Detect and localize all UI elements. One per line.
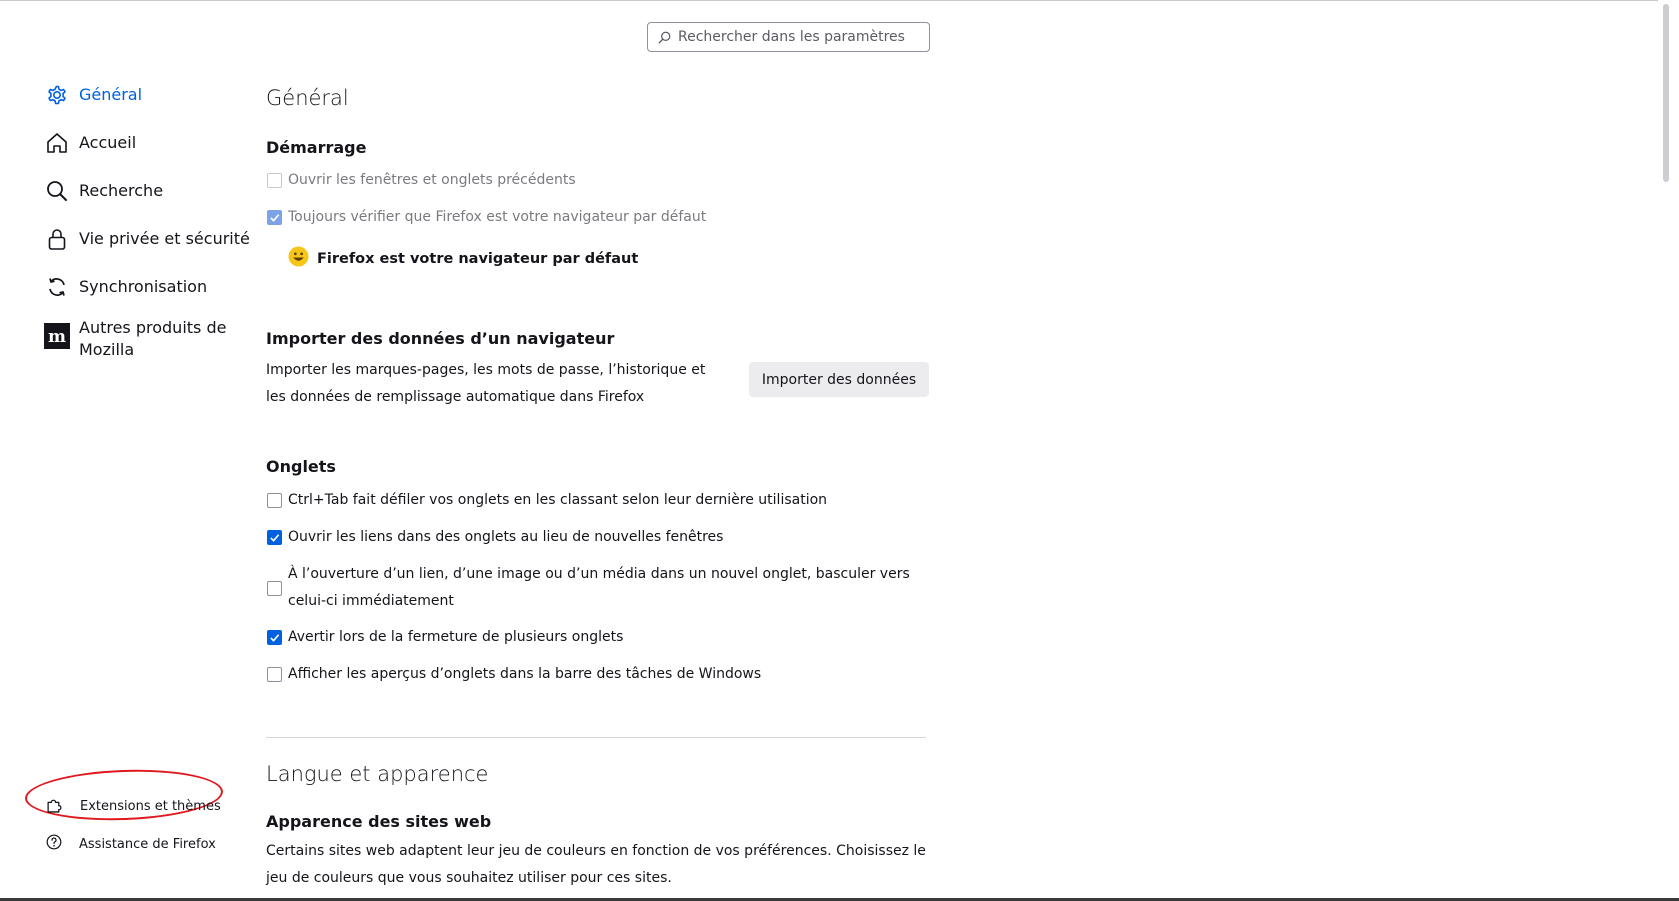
sidebar-item-label: Recherche (79, 181, 164, 200)
taskbar-previews-checkbox[interactable] (267, 667, 282, 682)
default-browser-check-option[interactable] (267, 209, 706, 225)
sidebar-item-sync[interactable] (44, 274, 207, 300)
ctrl-tab-label: Ctrl+Tab fait défiler vos onglets en les classant selon leur dernière utilisation (288, 492, 828, 508)
firefox-support-label: Assistance de Firefox (79, 836, 216, 852)
switch-to-tab-checkbox[interactable] (267, 581, 282, 596)
search-icon (44, 178, 70, 204)
section-divider (266, 737, 926, 738)
home-icon (44, 130, 70, 156)
mozilla-logo-icon (44, 323, 70, 349)
website-appearance-description: Certains sites web adaptent leur jeu de couleurs en fonction de vos préférences. Choisissez le jeu de couleurs que vous souhaitez utiliser pour ces sites. (266, 843, 926, 886)
tab-option-switch-to-tab[interactable] (267, 561, 918, 615)
open-links-label: Ouvrir les liens dans des onglets au lieu de nouvelles fenêtres (288, 529, 724, 545)
restore-session-option[interactable] (267, 172, 576, 188)
tab-option-open-links[interactable] (267, 529, 723, 545)
tabs-heading: Onglets (266, 457, 336, 476)
default-browser-status-label: Firefox est votre navigateur par défaut (317, 250, 639, 267)
smiley-icon (288, 246, 309, 271)
default-browser-status (288, 246, 638, 271)
tab-option-warn-close[interactable] (267, 629, 623, 645)
sidebar-item-privacy[interactable] (44, 226, 250, 252)
taskbar-previews-label: Afficher les aperçus d’onglets dans la barre des tâches de Windows (288, 666, 762, 682)
warn-close-label: Avertir lors de la fermeture de plusieurs onglets (288, 629, 624, 645)
extensions-themes-label: Extensions et thèmes (80, 799, 221, 814)
sidebar-item-label: Synchronisation (79, 277, 208, 296)
firefox-support-link[interactable] (46, 834, 216, 854)
restore-session-label: Ouvrir les fenêtres et onglets précédents (288, 172, 576, 188)
sidebar-item-search[interactable] (44, 178, 163, 204)
sidebar-item-home[interactable] (44, 130, 136, 156)
website-appearance-heading: Apparence des sites web (266, 812, 492, 831)
search-icon (658, 31, 671, 44)
sync-icon (44, 274, 70, 300)
settings-search-box[interactable] (647, 22, 930, 52)
scrollbar-thumb[interactable] (1663, 4, 1669, 182)
puzzle-icon (46, 796, 63, 817)
default-browser-checkbox[interactable] (267, 210, 282, 225)
window-top-border (0, 0, 1679, 1)
checkmark-icon (269, 532, 280, 543)
switch-to-tab-label: À l’ouverture d’un lien, d’une image ou d’un média dans un nouvel onglet, basculer vers celui-ci immédiatement (288, 566, 910, 609)
open-links-checkbox[interactable] (267, 530, 282, 545)
search-input[interactable] (678, 29, 914, 45)
sidebar-item-label: Accueil (79, 133, 137, 152)
language-appearance-title: Langue et apparence (266, 762, 489, 786)
import-description: Importer les marques-pages, les mots de passe, l’historique et les données de remplissage automatique dans Firefox (266, 362, 706, 405)
sidebar-item-general[interactable] (44, 82, 142, 108)
startup-heading: Démarrage (266, 138, 367, 157)
svg-text:m: m (48, 327, 66, 347)
tab-option-ctrl-tab[interactable] (267, 492, 827, 508)
sidebar-item-mozilla-products[interactable] (44, 315, 229, 361)
restore-session-checkbox[interactable] (267, 173, 282, 188)
page-title: Général (266, 86, 349, 110)
help-icon (46, 834, 62, 854)
checkmark-icon (269, 632, 280, 643)
sidebar-item-label: Autres produits de Mozilla (79, 318, 227, 359)
import-data-button[interactable]: Importer des données (749, 362, 929, 397)
extensions-themes-link[interactable] (46, 796, 221, 817)
gear-icon (44, 82, 70, 108)
tab-option-taskbar-previews[interactable] (267, 666, 761, 682)
sidebar-item-label: Général (79, 85, 143, 104)
lock-icon (44, 226, 70, 252)
sidebar-item-label: Vie privée et sécurité (79, 229, 250, 248)
warn-close-checkbox[interactable] (267, 630, 282, 645)
import-heading: Importer des données d’un navigateur (266, 329, 615, 348)
ctrl-tab-checkbox[interactable] (267, 493, 282, 508)
default-browser-check-label: Toujours vérifier que Firefox est votre navigateur par défaut (288, 209, 707, 225)
checkmark-icon (269, 212, 280, 223)
